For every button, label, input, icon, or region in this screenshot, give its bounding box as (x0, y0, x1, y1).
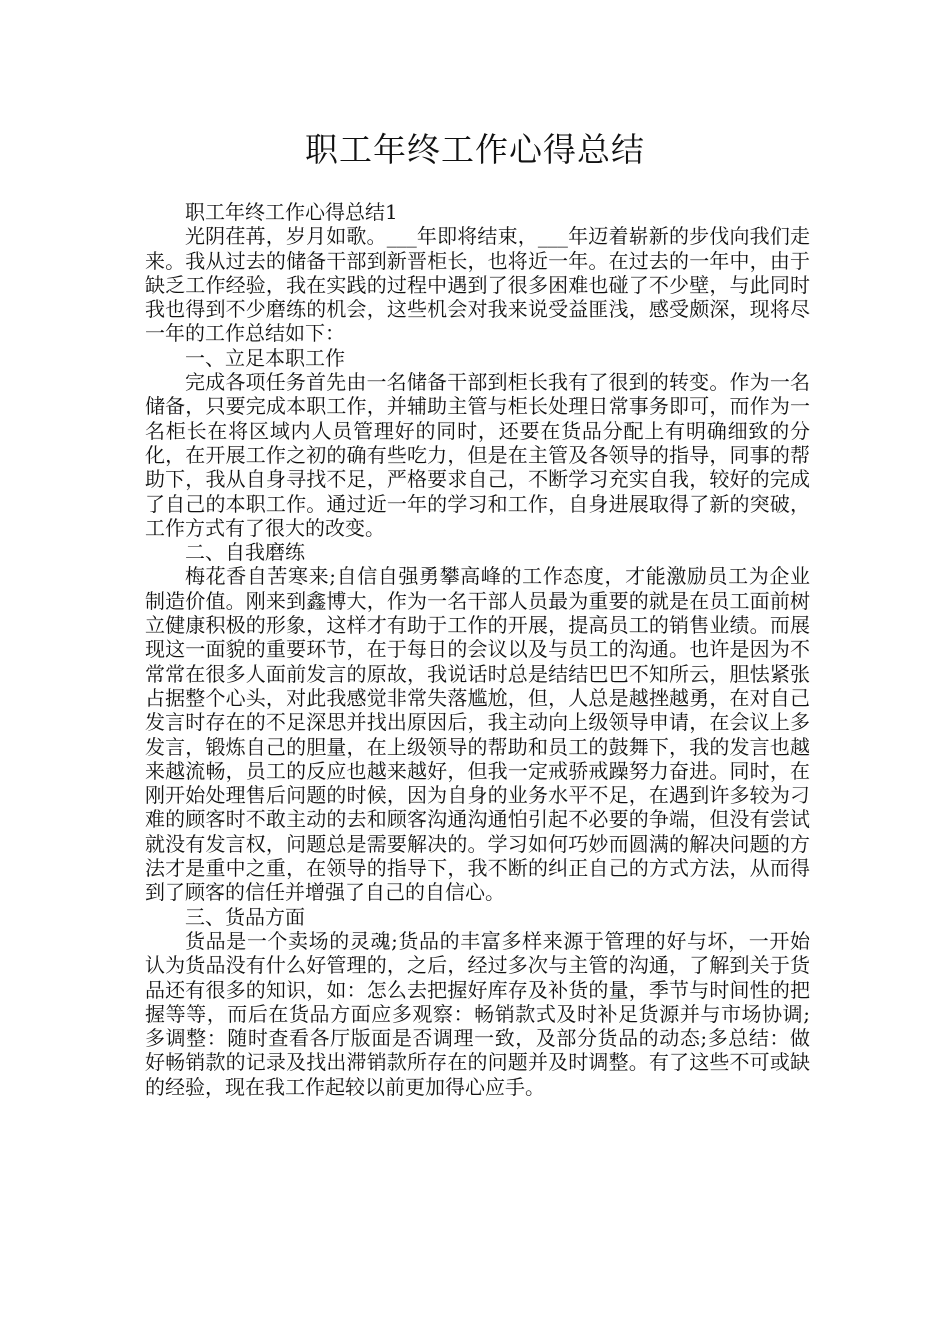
document-title: 职工年终工作心得总结 (305, 130, 645, 169)
subtitle-paragraph: 职工年终工作心得总结1 (185, 200, 398, 224)
section-2-paragraph: 梅花香自苦寒来;自信自强勇攀高峰的工作态度，才能激励员工为企业制造价值。刚来到鑫博大，作为一名干部人员最为重要的就是在员工面前树立健康积极的形象，这样才有助于工作的开展，提高员工的销售业绩。而展现这一面貌的重要环节，在于每日的会议以及与员工的沟通。也许是因为不常常在很多人面前发言的原故，我说话时总是结结巴巴不知所云，胆怯紧张占据整个心头，对此我感觉非常失落尴尬，但，人总是越挫越勇，在对自己发言时存在的不足深思并找出原因后，我主动向上级领导申请，在会议上多发言，锻炼自己的胆量，在上级领导的帮助和员工的鼓舞下，我的发言也越来越流畅，员工的反应也越来越好，但我一定戒骄戒躁努力奋进。同时，在刚开始处理售后问题的时候，因为自身的业务水平不足，在遇到许多较为刁难的顾客时不敢主动的去和顾客沟通沟通怕引起不必要的争端，但没有尝试就没有发言权，问题总是需要解决的。学习如何巧妙而圆满的解决问题的方法才是重中之重，在领导的指导下，我不断的纠正自己的方式方法，从而得到了顾客的信任并增强了自己的自信心。 (145, 564, 810, 905)
intro-paragraph: 光阴荏苒，岁月如歌。___年即将结束，___年迈着崭新的步伐向我们走来。我从过去的储备干部到新晋柜长，也将近一年。在过去的一年中，由于缺乏工作经验，我在实践的过程中遇到了很多困难也碰了不少壁，与此同时我也得到不少磨练的机会，这些机会对我来说受益匪浅，感受颇深，现将尽一年的工作总结如下： (145, 224, 810, 346)
section-3-paragraph: 货品是一个卖场的灵魂;货品的丰富多样来源于管理的好与坏，一开始认为货品没有什么好管理的，之后，经过多次与主管的沟通，了解到关于货品还有很多的知识，如：怎么去把握好库存及补货的量，季节与时间性的把握等等，而后在货品方面应多观察：畅销款式及时补足货源并与市场协调;多调整：随时查看各厅版面是否调理一致，及部分货品的动态;多总结：做好畅销款的记录及找出滞销款所存在的问题并及时调整。有了这些不可或缺的经验，现在我工作起较以前更加得心应手。 (145, 928, 810, 1099)
section-heading-3: 三、货品方面 (185, 904, 305, 929)
section-heading-1: 一、立足本职工作 (185, 345, 345, 370)
section-1-paragraph: 完成各项任务首先由一名储备干部到柜长我有了很到的转变。作为一名储备，只要完成本职工作，并辅助主管与柜长处理日常事务即可，而作为一名柜长在将区域内人员管理好的同时，还要在货品分配上有明确细致的分化，在开展工作之初的确有些吃力，但是在主管及各领导的指导，同事的帮助下，我从自身寻找不足，严格要求自己，不断学习充实自我，较好的完成了自己的本职工作。通过近一年的学习和工作，自身进展取得了新的突破，工作方式有了很大的改变。 (145, 370, 810, 540)
document-body (145, 200, 810, 1099)
section-heading-2: 二、自我磨练 (185, 540, 305, 565)
